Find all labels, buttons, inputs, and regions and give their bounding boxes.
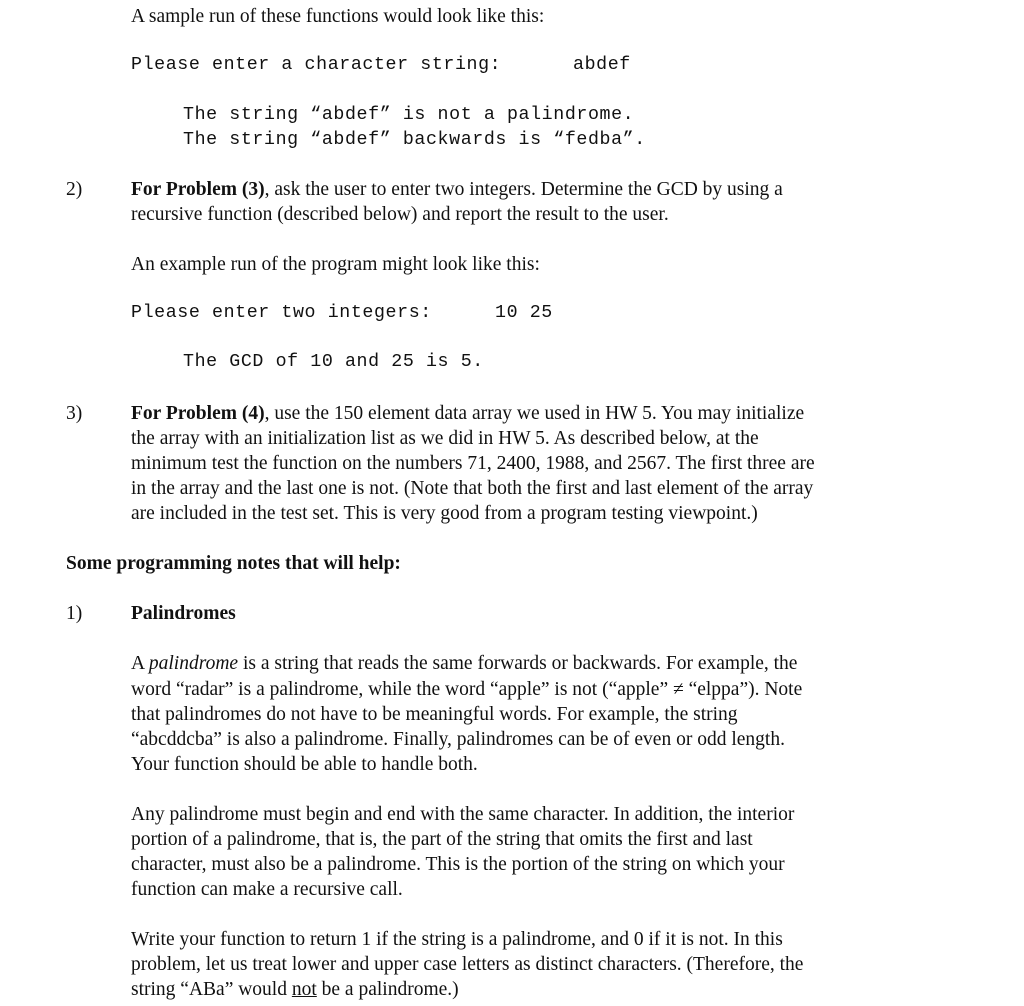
item3-number: 3): [66, 403, 83, 424]
note1-p1-line2: word “radar” is a palindrome, while the word “apple” is not (“apple” ≠ “elppa”). Note: [131, 679, 803, 700]
item2-line2: recursive function (described below) and report the result to the user.: [131, 204, 669, 225]
sample1-output-line2: The string “abdef” backwards is “fedba”.: [183, 130, 646, 150]
note1-title: [131, 601, 236, 626]
notes-heading: [66, 551, 401, 576]
item3-line1: [131, 401, 804, 426]
sample1-prompt: Please enter a character string:: [131, 55, 502, 75]
note1-p2-line3: character, must also be a palindrome. This is the portion of the string on which your: [131, 854, 785, 875]
item3-line4: in the array and the last one is not. (Note that both the first and last element of the array: [131, 478, 814, 499]
note1-p3-line3-a: string “ABa” would: [131, 979, 292, 1000]
item2-bold-label: For Problem (3): [131, 179, 265, 200]
item3-line1-text: , use the 150 element data array we used in HW 5. You may initialize: [264, 403, 805, 424]
note1-p3-underlined-word: not: [291, 979, 317, 1000]
note1-number: 1): [66, 603, 83, 624]
note1-p1-line1-a: A: [131, 653, 149, 674]
item3-line2: the array with an initialization list as we did in HW 5. As described below, at the: [131, 428, 759, 449]
note1-p1-line4: “abcddcba” is also a palindrome. Finally, palindromes can be of even or odd length.: [131, 729, 785, 750]
note1-title-text: Palindromes: [131, 603, 236, 624]
sample1-output-line1: The string “abdef” is not a palindrome.: [183, 105, 635, 125]
note1-p2-line2: portion of a palindrome, that is, the part of the string that omits the first and last: [131, 829, 753, 850]
intro-text: A sample run of these functions would look like this:: [131, 6, 545, 27]
item2-example-intro: An example run of the program might look like this:: [131, 254, 540, 275]
note1-p2-line4: function can make a recursive call.: [131, 879, 403, 900]
note1-p3-line3: [131, 977, 459, 1002]
item2-number: 2): [66, 179, 83, 200]
item3-line5: are included in the test set. This is very good from a program testing viewpoint.): [131, 503, 758, 524]
item2-output: The GCD of 10 and 25 is 5.: [183, 352, 484, 372]
note1-p1-line3: that palindromes do not have to be meaningful words. For example, the string: [131, 704, 738, 725]
note1-p3-line1: Write your function to return 1 if the string is a palindrome, and 0 if it is not. In this: [131, 929, 783, 950]
item3-bold-label: For Problem (4): [131, 403, 265, 424]
note1-p1-line5: Your function should be able to handle both.: [131, 754, 478, 775]
note1-p2-line1: Any palindrome must begin and end with the same character. In addition, the interior: [131, 804, 795, 825]
item2-line1: [131, 177, 783, 202]
item2-prompt: Please enter two integers:: [131, 303, 432, 323]
note1-p1-line1-b: is a string that reads the same forwards or backwards. For example, the: [238, 653, 798, 674]
item2-line1-text: , ask the user to enter two integers. Determine the GCD by using a: [264, 179, 783, 200]
item2-input: 10 25: [495, 303, 553, 323]
notes-heading-text: Some programming notes that will help:: [66, 553, 401, 574]
note1-p3-line2: problem, let us treat lower and upper case letters as distinct characters. (Therefore, the: [131, 954, 804, 975]
note1-p1-line1: [131, 651, 797, 676]
sample1-input: abdef: [573, 55, 631, 75]
item3-line3: minimum test the function on the numbers 71, 2400, 1988, and 2567. The first three are: [131, 453, 815, 474]
note1-p1-italic-term: palindrome: [148, 653, 239, 674]
note1-p3-line3-b: be a palindrome.): [316, 979, 459, 1000]
